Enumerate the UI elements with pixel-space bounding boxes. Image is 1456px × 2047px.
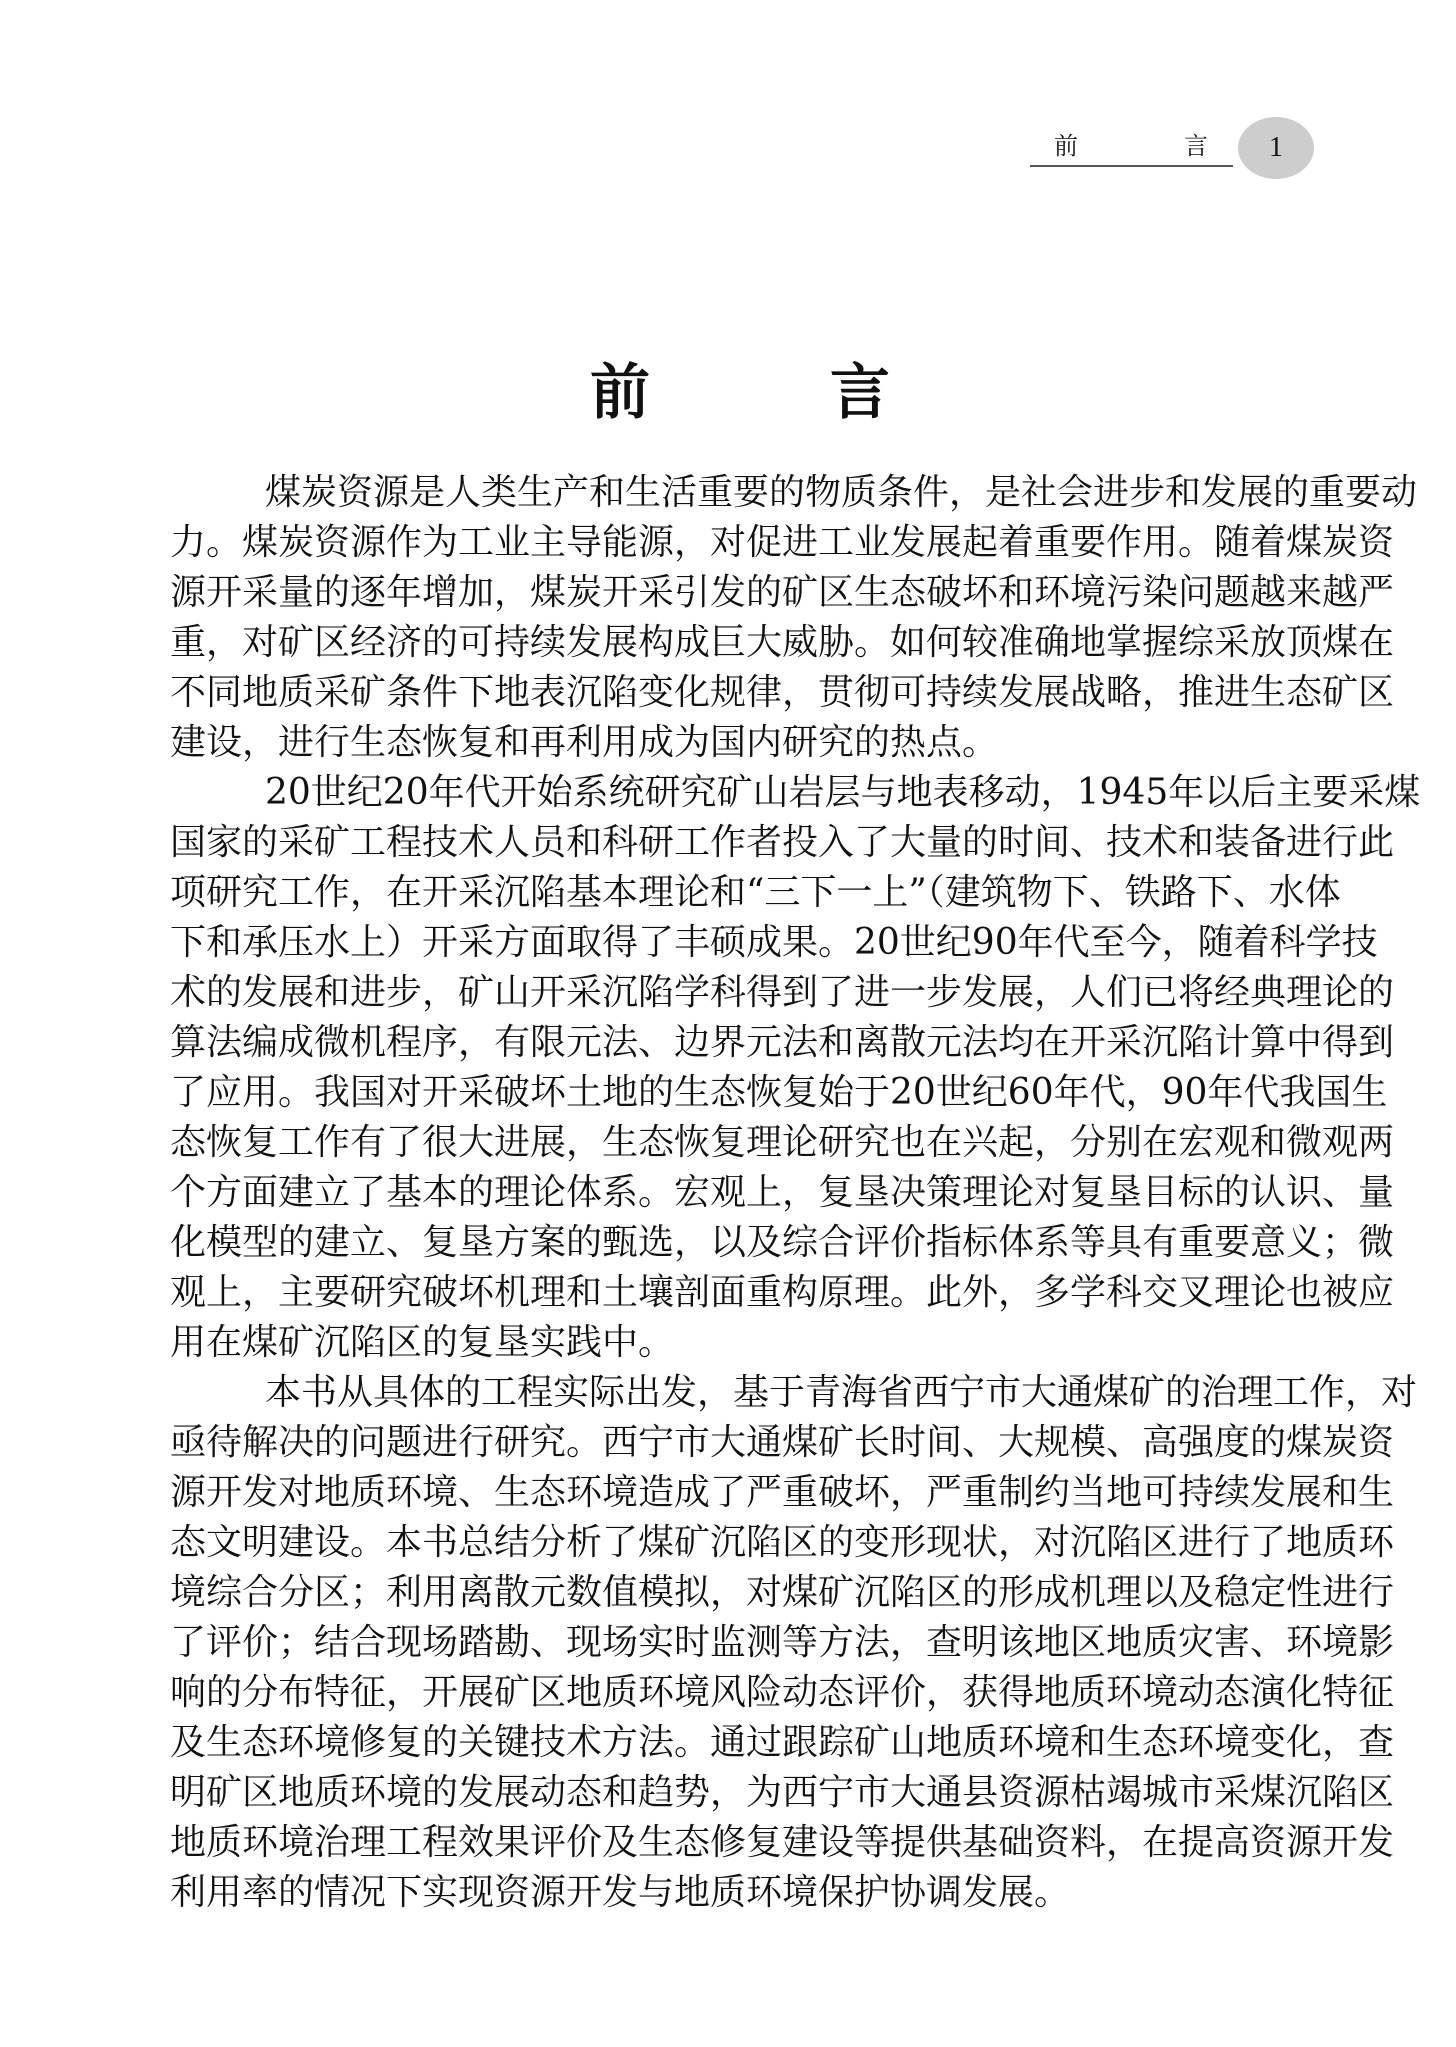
text-line: 力。煤炭资源作为工业主导能源，对促进工业发展起着重要作用。随着煤炭资 — [170, 522, 1395, 563]
text-line: 态恢复工作有了很大进展，生态恢复理论研究也在兴起，分别在宏观和微观两 — [170, 1122, 1395, 1163]
text-line: 20世纪20年代开始系统研究矿山岩层与地表移动，1945年以后主要采煤 — [265, 772, 1421, 813]
text-line: 态文明建设。本书总结分析了煤矿沉陷区的变形现状，对沉陷区进行了地质环 — [170, 1522, 1395, 1563]
text-line: 亟待解决的问题进行研究。西宁市大通煤矿长时间、大规模、高强度的煤炭资 — [170, 1422, 1395, 1463]
text-line: 用在煤矿沉陷区的复垦实践中。 — [170, 1322, 675, 1363]
header-rule — [1030, 165, 1233, 167]
page-number-badge — [1238, 117, 1314, 179]
text-line: 项研究工作，在开采沉陷基本理论和“三下一上”（建筑物下、铁路下、水体 — [170, 872, 1341, 913]
text-line: 不同地质采矿条件下地表沉陷变化规律，贯彻可持续发展战略，推进生态矿区 — [170, 672, 1395, 713]
text-line: 观上，主要研究破坏机理和土壤剖面重构原理。此外，多学科交叉理论也被应 — [170, 1272, 1395, 1313]
running-header-title — [1036, 126, 1226, 162]
text-line: 及生态环境修复的关键技术方法。通过跟踪矿山地质环境和生态环境变化，查 — [170, 1722, 1395, 1763]
text-line: 境综合分区；利用离散元数值模拟，对煤矿沉陷区的形成机理以及稳定性进行 — [170, 1572, 1395, 1613]
running-header-char: 前 — [1054, 132, 1078, 160]
text-line: 化模型的建立、复垦方案的甄选，以及综合评价指标体系等具有重要意义；微 — [170, 1222, 1395, 1263]
text-line: 个方面建立了基本的理论体系。宏观上，复垦决策理论对复垦目标的认识、量 — [170, 1172, 1395, 1213]
text-line: 了评价；结合现场踏勘、现场实时监测等方法，查明该地区地质灾害、环境影 — [170, 1622, 1395, 1663]
title-char: 言 — [830, 358, 890, 428]
text-line: 煤炭资源是人类生产和生活重要的物质条件，是社会进步和发展的重要动 — [265, 472, 1418, 513]
text-line: 响的分布特征，开展矿区地质环境风险动态评价，获得地质环境动态演化特征 — [170, 1672, 1395, 1713]
title-char: 前 — [590, 358, 650, 428]
text-line: 术的发展和进步，矿山开采沉陷学科得到了进一步发展，人们已将经典理论的 — [170, 972, 1395, 1013]
text-line: 利用率的情况下实现资源开发与地质环境保护协调发展。 — [170, 1872, 1071, 1913]
text-line: 算法编成微机程序，有限元法、边界元法和离散元法均在开采沉陷计算中得到 — [170, 1022, 1395, 1063]
page-number: 1 — [1269, 132, 1283, 163]
text-line: 下和承压水上）开采方面取得了丰硕成果。20世纪90年代至今，随着科学技 — [170, 922, 1378, 963]
text-line: 重，对矿区经济的可持续发展构成巨大威胁。如何较准确地掌握综采放顶煤在 — [170, 622, 1395, 663]
text-line: 国家的采矿工程技术人员和科研工作者投入了大量的时间、技术和装备进行此 — [170, 822, 1395, 863]
text-line: 源开采量的逐年增加，煤炭开采引发的矿区生态破坏和环境污染问题越来越严 — [170, 572, 1395, 613]
text-line: 源开发对地质环境、生态环境造成了严重破坏，严重制约当地可持续发展和生 — [170, 1472, 1395, 1513]
text-line: 了应用。我国对开采破坏土地的生态恢复始于20世纪60年代，90年代我国生 — [170, 1072, 1388, 1113]
page-title — [590, 345, 890, 428]
text-line: 本书从具体的工程实际出发，基于青海省西宁市大通煤矿的治理工作，对 — [265, 1372, 1418, 1413]
text-line: 地质环境治理工程效果评价及生态修复建设等提供基础资料，在提高资源开发 — [170, 1822, 1395, 1863]
text-line: 明矿区地质环境的发展动态和趋势，为西宁市大通县资源枯竭城市采煤沉陷区 — [170, 1772, 1395, 1813]
running-header-char: 言 — [1184, 132, 1208, 160]
text-line: 建设，进行生态恢复和再利用成为国内研究的热点。 — [170, 722, 999, 763]
